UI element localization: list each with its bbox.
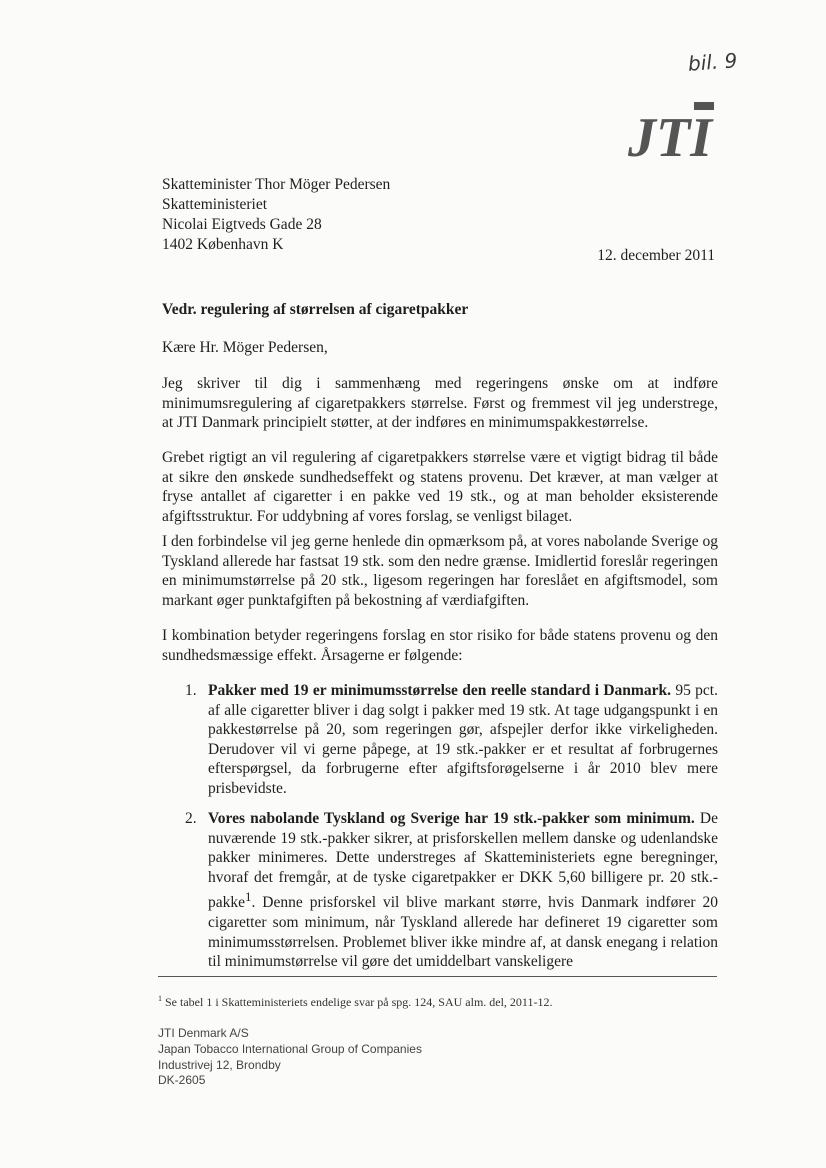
recipient-line: Skatteministeriet xyxy=(162,196,268,213)
svg-text:JTI: JTI xyxy=(628,107,712,160)
recipient-line: Nicolai Eigtveds Gade 28 xyxy=(162,216,322,233)
footnote xyxy=(158,994,553,1010)
salutation: Kære Hr. Möger Pedersen, xyxy=(162,339,328,356)
company-line: Japan Tobacco International Group of Companies xyxy=(158,1041,422,1056)
list-item-number: 2. xyxy=(185,810,197,827)
list-item-lead: Pakker med 19 er minimumsstørrelse den reelle standard i Danmark. xyxy=(208,682,671,699)
recipient-address xyxy=(162,175,390,255)
company-line: Industrivej 12, Brondby xyxy=(158,1057,281,1072)
recipient-line: 1402 København K xyxy=(162,236,284,253)
letter-date: 12. december 2011 xyxy=(597,247,715,264)
paragraph: Grebet rigtigt an vil regulering af cigaretpakkers størrelse være et vigtigt bidrag til både at sikre den ønskede sundhedseffekt og statens provenu. Det kræver, at man vælger at fryse antallet af cigaretter i en pakke ved 19 stk., og at man beholder eksisterende afgiftsstruktur. For uddybning af vores forslag, se venligst bilaget. xyxy=(162,449,718,525)
footnote-number: 1 xyxy=(158,994,162,1003)
footnote-text: Se tabel 1 i Skatteministeriets endelige svar på spg. 124, SAU alm. del, 2011-12. xyxy=(162,995,553,1009)
list-item-text: . Denne prisforskel vil blive markant større, hvis Danmark indfører 20 cigaretter som minimum, når Tyskland allerede har defineret 19 cigaretter som minimumsstørrelsen. Problemet bliver ikke mindre af, at dansk enegang i relation til minimumstørrelse vil gøre det umiddelbart vanskeligere xyxy=(208,894,718,971)
paragraph: Jeg skriver til dig i sammenhæng med regeringens ønske om at indføre minimumsregulering af cigaretpakkers størrelse. Først og fremmest vil jeg understrege, at JTI Danmark principielt støtter, at der indføres en minimumspakkestørrelse. xyxy=(162,375,718,432)
footnote-reference: 1 xyxy=(245,889,252,905)
recipient-line: Skatteminister Thor Möger Pedersen xyxy=(162,176,391,193)
list-item xyxy=(185,809,718,972)
company-footer xyxy=(158,1026,422,1089)
footnote-divider xyxy=(158,976,717,977)
company-line: JTI Denmark A/S xyxy=(158,1026,249,1040)
jti-logo-text xyxy=(627,107,714,160)
list-item-text: De nuværende 19 stk.-pakker sikrer, at prisforskellen mellem danske og udenlandske pakker minimeres. Dette understreges af Skatteministeriets egne beregninger, hvoraf det fremgår, at de tyske cigaretpakker er DKK 5,60 billigere pr. 20 stk.-pakke xyxy=(208,810,718,912)
handwritten-annotation: bil. 9 xyxy=(687,48,739,76)
list-item-lead: Vores nabolande Tyskland og Sverige har 19 stk.-pakker som minimum. xyxy=(208,810,695,827)
company-line: DK-2605 xyxy=(158,1073,206,1088)
jti-logo xyxy=(622,98,718,160)
letter-subject: Vedr. regulering af størrelsen af cigaretpakker xyxy=(162,301,469,318)
list-item xyxy=(185,681,718,799)
paragraph: I kombination betyder regeringens forslag en stor risiko for både statens provenu og den sundhedsmæssige effekt. Årsagerne er følgende: xyxy=(162,627,718,664)
list-item-number: 1. xyxy=(185,682,197,699)
paragraph: I den forbindelse vil jeg gerne henlede din opmærksom på, at vores nabolande Sverige og Tyskland allerede har fastsat 19 stk. som den nedre grænse. Imidlertid foreslår regeringen en minimumstørrelse på 20 stk., ligesom regeringen har foreslået en afgiftsmodel, som markant øger punktafgiften på bekostning af værdiafgiften. xyxy=(162,533,718,609)
list-item-text: 95 pct. af alle cigaretter bliver i dag solgt i pakker med 19 stk. At tage udgangspunkt i en pakkestørrelse på 20, som regeringen gør, afspejler derfor ikke virkeligheden. Derudover vil vi gerne påpege, at 19 stk.-pakker er et resultat af forbrugernes efterspørgsel, da forbrugerne efter afgiftsforøgelserne i år 2010 blev mere prisbevidste. xyxy=(208,682,718,797)
